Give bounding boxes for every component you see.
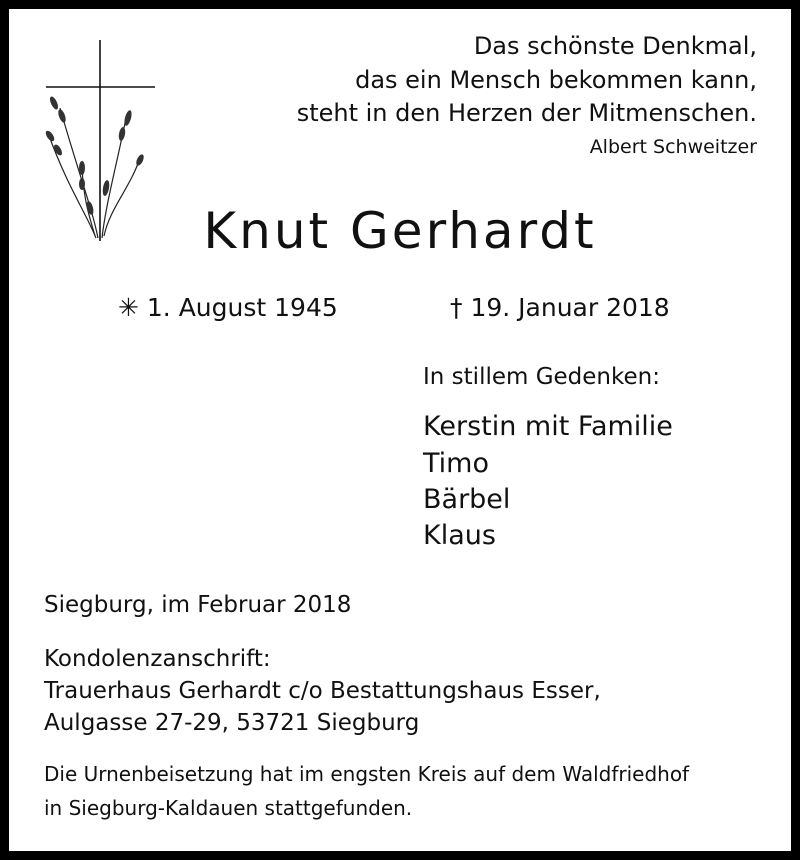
quote-author: Albert Schweitzer [589, 136, 757, 158]
urn-notice-line-2: in Siegburg-Kaldauen stattgefunden. [44, 796, 413, 820]
condolence-label: Kondolenzanschrift: [44, 646, 271, 672]
deceased-name: Knut Gerhardt [203, 202, 597, 260]
place-date: Siegburg, im Februar 2018 [44, 592, 352, 618]
mourner-name: Klaus [423, 520, 496, 551]
quote-line-2: das ein Mensch bekommen kann, [355, 66, 757, 94]
mourner-name: Kerstin mit Familie [423, 411, 673, 442]
mourners-intro: In stillem Gedenken: [423, 364, 660, 390]
death-date: † 19. Januar 2018 [450, 293, 670, 322]
condolence-address-line-1: Trauerhaus Gerhardt c/o Bestattungshaus Esser, [44, 678, 601, 704]
birth-date: ✳ 1. August 1945 [118, 293, 338, 322]
mourner-name: Timo [423, 448, 489, 479]
quote-line-1: Das schönste Denkmal, [473, 32, 757, 60]
urn-notice-line-1: Die Urnenbeisetzung hat im engsten Kreis auf dem Waldfriedhof [44, 762, 690, 786]
quote-line-3: steht in den Herzen der Mitmenschen. [296, 99, 757, 127]
condolence-address-line-2: Aulgasse 27-29, 53721 Siegburg [44, 710, 420, 736]
mourner-name: Bärbel [423, 484, 511, 515]
